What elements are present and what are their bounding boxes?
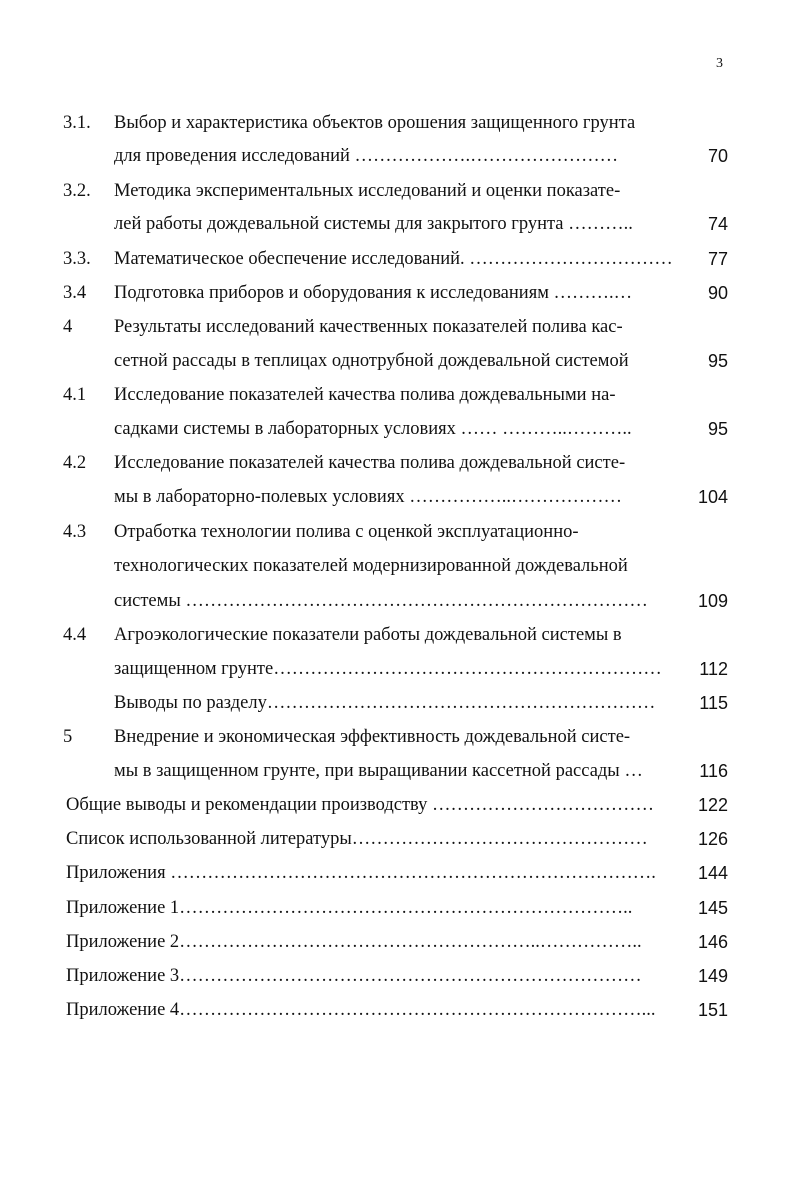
toc-entry-title: садками системы в лабораторных условиях …… ………..……….. (114, 419, 632, 439)
toc-line (0, 758, 797, 784)
toc-line (0, 656, 797, 682)
toc-entry-title: Приложение 1……………………………………………………………….. (66, 898, 633, 918)
toc-entry-title: Исследование показателей качества полива дождевальной систе- (114, 453, 626, 473)
toc-line (0, 178, 797, 204)
toc-entry-page: 145 (697, 898, 728, 918)
toc-entry-title: Отработка технологии полива с оценкой эксплуатационно- (114, 522, 579, 542)
toc-entry-title: Выбор и характеристика объектов орошения защищенного грунта (114, 113, 636, 133)
toc-line (0, 280, 797, 306)
toc-entry-title: мы в защищенном грунте, при выращивании кассетной рассады … (114, 761, 643, 781)
toc-entry-number: 3.4 (63, 283, 87, 303)
toc-entry-page: 144 (697, 863, 728, 883)
toc-entry-title: Математическое обеспечение исследований. …………………………… (114, 249, 673, 269)
toc-entry-page: 77 (707, 249, 728, 269)
toc-line (0, 450, 797, 476)
toc-line (0, 588, 797, 614)
toc-entry-title: сетной рассады в теплицах однотрубной дождевальной системой (114, 351, 629, 371)
toc-entry-number: 5 (63, 727, 73, 747)
toc-entry-number: 3.2. (63, 181, 91, 201)
toc-entry-page: 109 (697, 591, 728, 611)
toc-line (0, 314, 797, 340)
toc-entry-title: Приложение 3………………………………………………………………… (66, 966, 642, 986)
toc-entry-page: 151 (697, 1000, 728, 1020)
toc-entry-title: Агроэкологические показатели работы дождевальной системы в (114, 625, 622, 645)
toc-line (0, 622, 797, 648)
toc-line (0, 724, 797, 750)
toc-entry-page: 126 (697, 829, 728, 849)
toc-line (0, 997, 797, 1023)
toc-entry-page: 95 (707, 351, 728, 371)
toc-entry-page: 95 (707, 419, 728, 439)
toc-entry-title: лей работы дождевальной системы для закрытого грунта ……….. (114, 214, 633, 234)
page-number: 3 (716, 56, 723, 71)
toc-entry-title: Список использованной литературы………………………………………… (66, 829, 648, 849)
toc-entry-number: 3.3. (63, 249, 91, 269)
toc-entry-page: 122 (697, 795, 728, 815)
toc-entry-title: Выводы по разделу……………………………………………………… (114, 693, 656, 713)
toc-line (0, 963, 797, 989)
toc-line (0, 895, 797, 921)
toc-line (0, 143, 797, 169)
toc-line (0, 929, 797, 955)
toc-line (0, 382, 797, 408)
toc-entry-title: Результаты исследований качественных показателей полива кас- (114, 317, 623, 337)
toc-entry-title: Приложение 4…………………………………………………………………... (66, 1000, 656, 1020)
toc-entry-page: 116 (699, 761, 728, 781)
toc-line (0, 690, 797, 716)
toc-line (0, 553, 797, 579)
toc-entry-number: 4.4 (63, 625, 87, 645)
toc-entry-page: 115 (699, 693, 728, 713)
toc-line (0, 211, 797, 237)
toc-line (0, 348, 797, 374)
toc-entry-number: 4.1 (63, 385, 87, 405)
toc-entry-number: 3.1. (63, 113, 91, 133)
toc-entry-title: системы ………………………………………………………………… (114, 591, 648, 611)
toc-entry-title: Приложение 2…………………………………………………..…………….. (66, 932, 642, 952)
toc-entry-number: 4 (63, 317, 73, 337)
toc-entry-page: 149 (697, 966, 728, 986)
toc-entry-title: защищенном грунте……………………………………………………… (114, 659, 662, 679)
toc-entry-page: 104 (697, 487, 728, 507)
toc-entry-page: 112 (699, 659, 728, 679)
toc-entry-title: для проведения исследований ……………….…………………… (114, 146, 619, 166)
toc-entry-title: Приложения ……………………………………………………………………. (66, 863, 656, 883)
toc-entry-title: мы в лабораторно-полевых условиях ……………..……………… (114, 487, 622, 507)
toc-entry-page: 70 (707, 146, 728, 166)
toc-entry-number: 4.2 (63, 453, 87, 473)
toc-entry-title: Общие выводы и рекомендации производству ……………………………… (66, 795, 655, 815)
toc-entry-title: Исследование показателей качества полива дождевальными на- (114, 385, 616, 405)
toc-line (0, 792, 797, 818)
toc-line (0, 484, 797, 510)
toc-entry-title: Методика экспериментальных исследований и оценки показате- (114, 181, 621, 201)
toc-entry-page: 90 (707, 283, 728, 303)
toc-entry-title: Внедрение и экономическая эффективность дождевальной систе- (114, 727, 631, 747)
toc-line (0, 519, 797, 545)
toc-line (0, 860, 797, 886)
toc-line (0, 826, 797, 852)
toc-entry-title: технологических показателей модернизированной дождевальной (114, 556, 628, 576)
toc-line (0, 416, 797, 442)
toc-line (0, 110, 797, 136)
toc-entry-number: 4.3 (63, 522, 87, 542)
toc-entry-page: 146 (697, 932, 728, 952)
toc-entry-page: 74 (707, 214, 728, 234)
toc-line (0, 246, 797, 272)
toc-entry-title: Подготовка приборов и оборудования к исследованиям ……….… (114, 283, 633, 303)
